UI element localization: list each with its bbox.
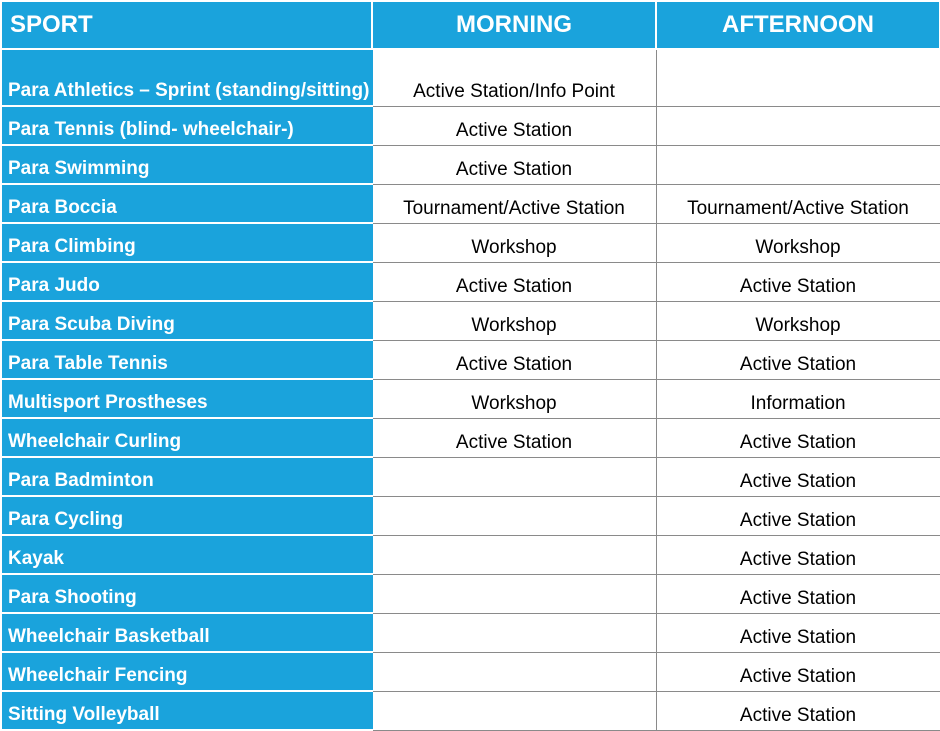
table-row — [2, 340, 940, 379]
afternoon-cell: Active Station — [656, 691, 940, 730]
table-row — [2, 574, 940, 613]
schedule-body — [2, 49, 940, 730]
table-row — [2, 262, 940, 301]
sport-cell: Wheelchair Curling — [2, 418, 372, 457]
morning-cell: Active Station — [372, 106, 656, 145]
table-row — [2, 496, 940, 535]
sport-cell: Para Scuba Diving — [2, 301, 372, 340]
afternoon-cell: Active Station — [656, 262, 940, 301]
morning-cell: Active Station/Info Point — [372, 49, 656, 106]
table-row — [2, 652, 940, 691]
sport-cell: Para Badminton — [2, 457, 372, 496]
morning-cell — [372, 652, 656, 691]
sport-cell: Para Boccia — [2, 184, 372, 223]
table-row — [2, 106, 940, 145]
sport-cell: Para Swimming — [2, 145, 372, 184]
table-row — [2, 49, 940, 106]
afternoon-cell: Tournament/Active Station — [656, 184, 940, 223]
table-row — [2, 184, 940, 223]
morning-cell: Active Station — [372, 340, 656, 379]
morning-cell — [372, 613, 656, 652]
sport-cell: Sitting Volleyball — [2, 691, 372, 730]
table-row — [2, 418, 940, 457]
table-row — [2, 457, 940, 496]
afternoon-cell: Workshop — [656, 223, 940, 262]
afternoon-cell: Workshop — [656, 301, 940, 340]
afternoon-cell — [656, 145, 940, 184]
morning-cell — [372, 457, 656, 496]
sport-cell: Para Judo — [2, 262, 372, 301]
afternoon-cell: Active Station — [656, 535, 940, 574]
sport-cell: Para Table Tennis — [2, 340, 372, 379]
afternoon-cell: Active Station — [656, 574, 940, 613]
sport-cell: Kayak — [2, 535, 372, 574]
sport-cell: Para Tennis (blind- wheelchair-) — [2, 106, 372, 145]
sport-cell: Para Cycling — [2, 496, 372, 535]
afternoon-cell: Active Station — [656, 652, 940, 691]
sport-cell: Para Shooting — [2, 574, 372, 613]
morning-cell: Workshop — [372, 301, 656, 340]
table-row — [2, 223, 940, 262]
table-row — [2, 535, 940, 574]
table-row — [2, 691, 940, 730]
table-row — [2, 301, 940, 340]
morning-cell: Workshop — [372, 379, 656, 418]
morning-cell: Active Station — [372, 418, 656, 457]
header-afternoon: AFTERNOON — [656, 2, 940, 49]
table-row — [2, 613, 940, 652]
schedule-table — [2, 2, 940, 731]
sport-cell: Wheelchair Basketball — [2, 613, 372, 652]
morning-cell — [372, 691, 656, 730]
table-row — [2, 145, 940, 184]
header-morning: MORNING — [372, 2, 656, 49]
afternoon-cell — [656, 106, 940, 145]
morning-cell: Active Station — [372, 145, 656, 184]
header-row — [2, 2, 940, 49]
afternoon-cell — [656, 49, 940, 106]
morning-cell — [372, 496, 656, 535]
morning-cell: Active Station — [372, 262, 656, 301]
morning-cell: Tournament/Active Station — [372, 184, 656, 223]
sport-cell: Multisport Prostheses — [2, 379, 372, 418]
afternoon-cell: Active Station — [656, 418, 940, 457]
sport-cell: Wheelchair Fencing — [2, 652, 372, 691]
morning-cell — [372, 535, 656, 574]
afternoon-cell: Active Station — [656, 496, 940, 535]
afternoon-cell: Active Station — [656, 457, 940, 496]
afternoon-cell: Active Station — [656, 613, 940, 652]
morning-cell: Workshop — [372, 223, 656, 262]
afternoon-cell: Information — [656, 379, 940, 418]
sport-cell: Para Athletics – Sprint (standing/sitting) — [2, 49, 372, 106]
morning-cell — [372, 574, 656, 613]
table-row — [2, 379, 940, 418]
afternoon-cell: Active Station — [656, 340, 940, 379]
sport-cell: Para Climbing — [2, 223, 372, 262]
header-sport: SPORT — [2, 2, 372, 49]
